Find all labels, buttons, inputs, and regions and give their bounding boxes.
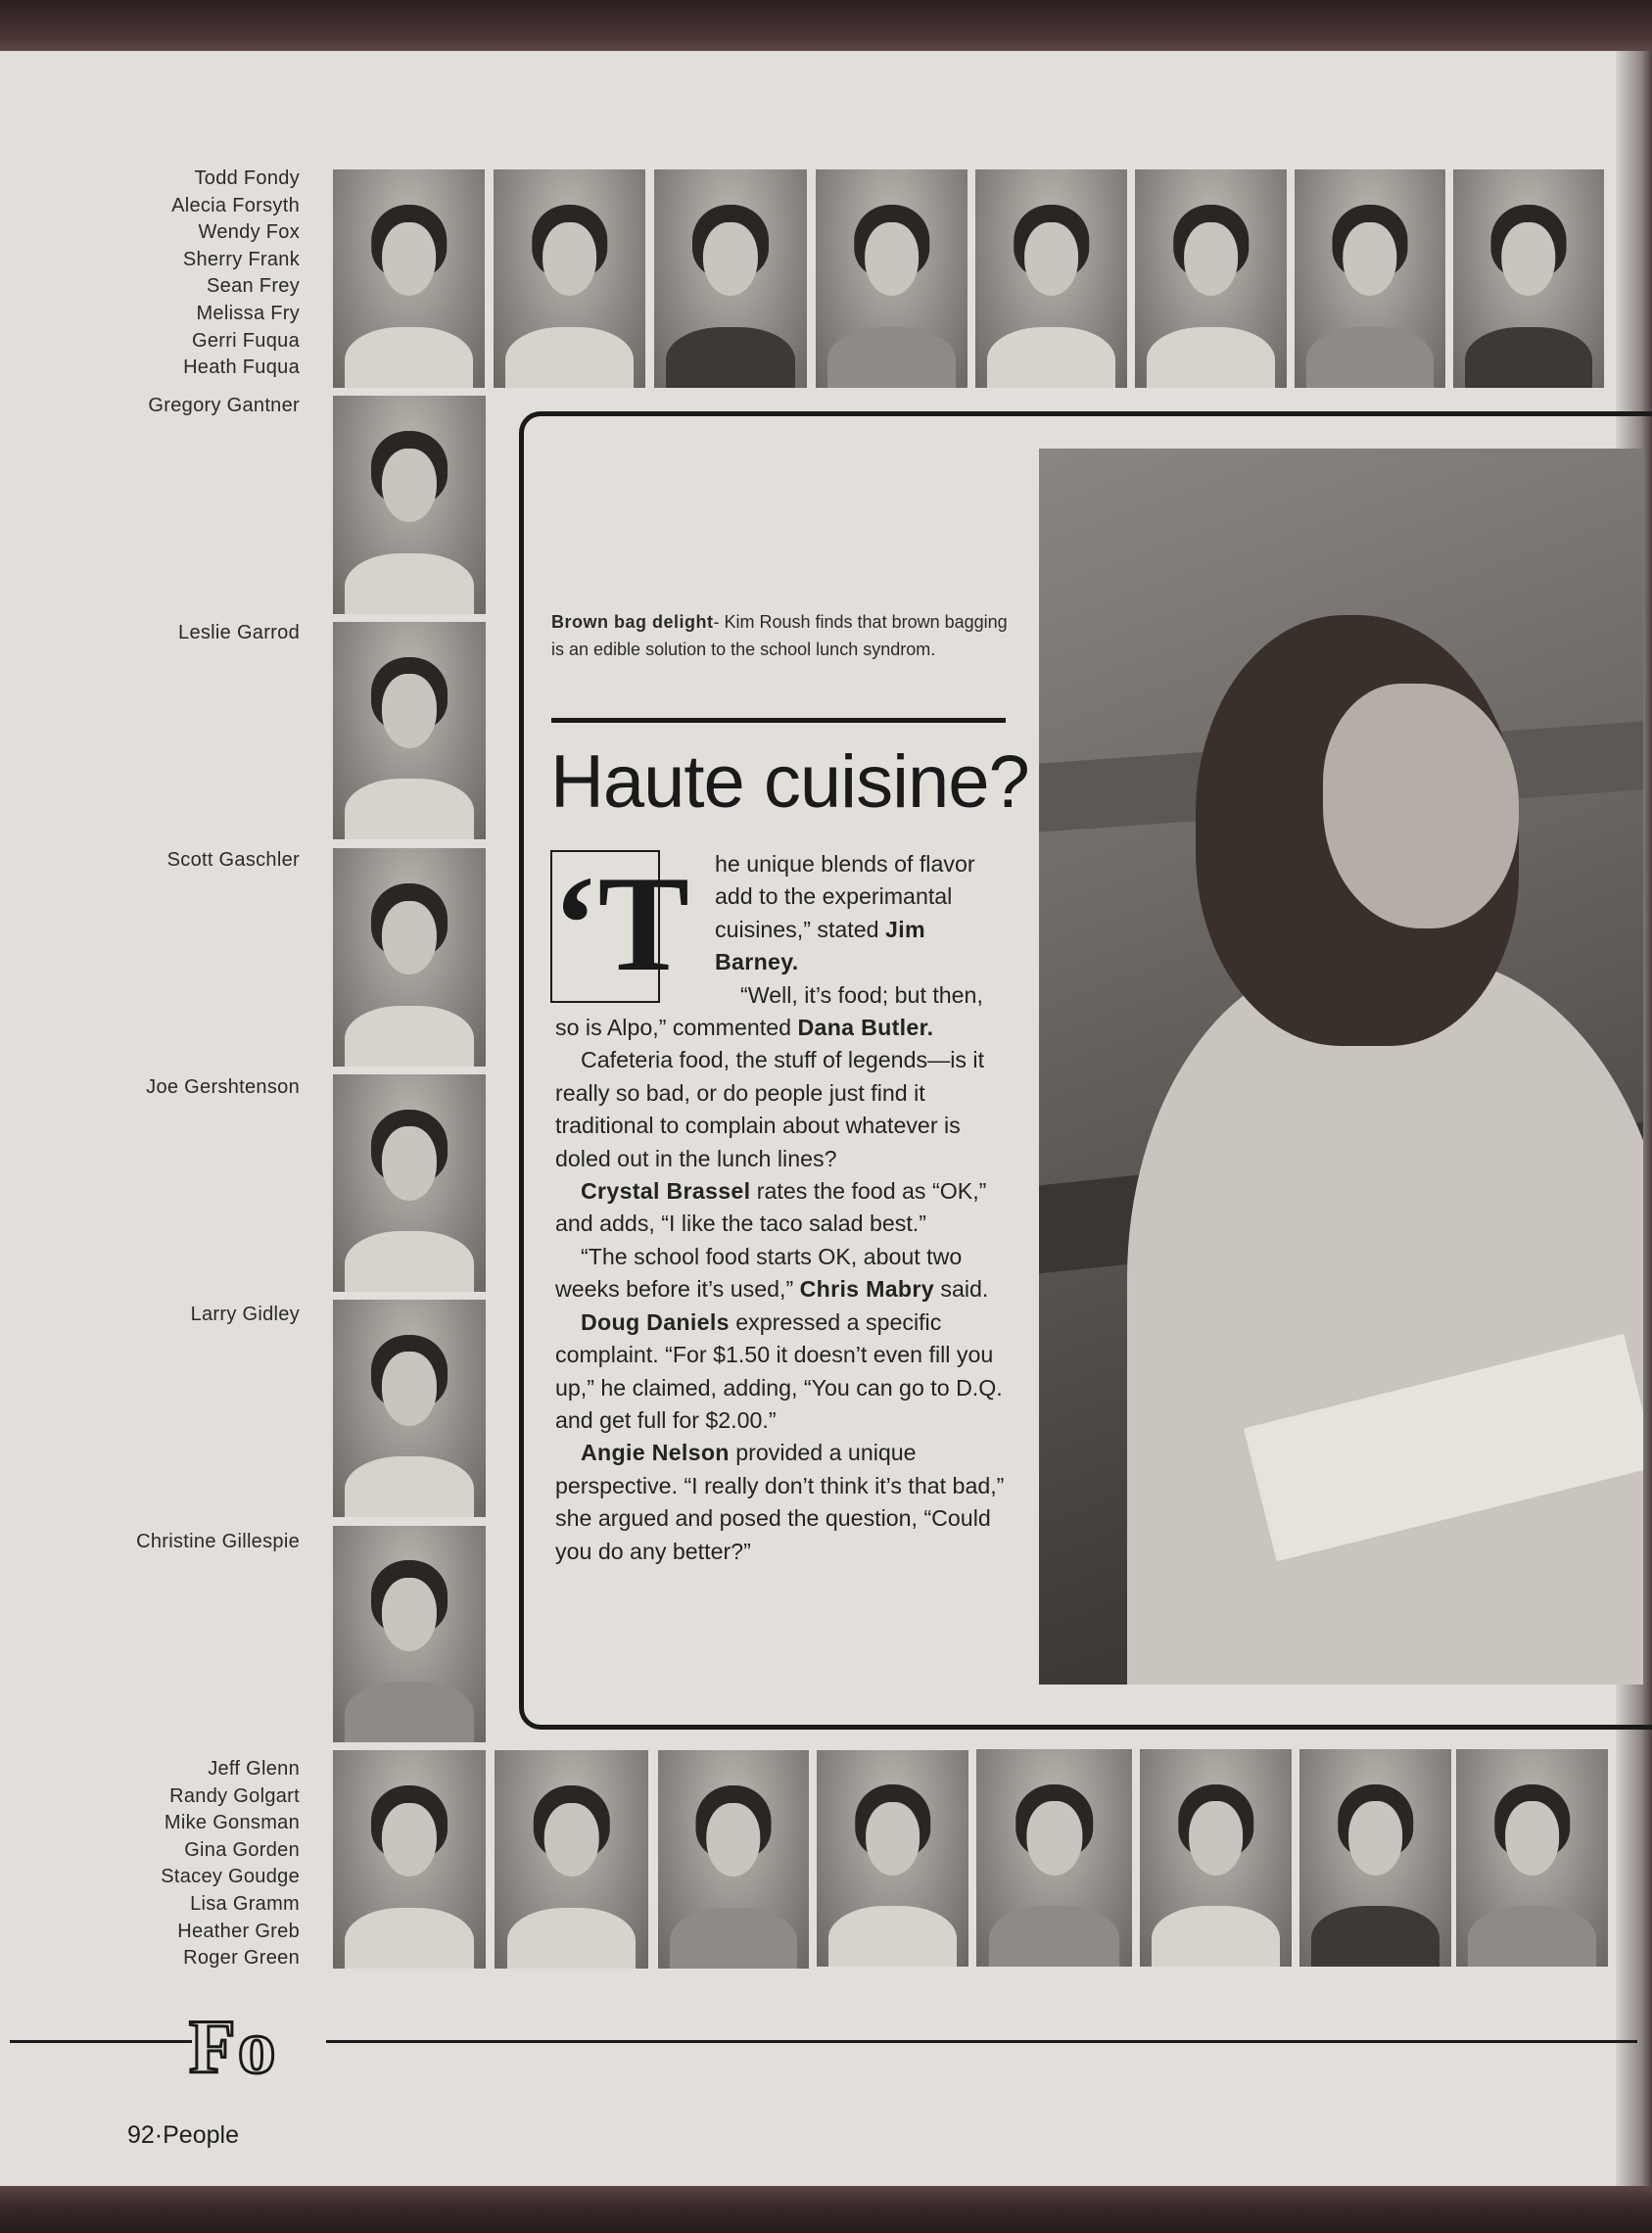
student-name: Scott Gaschler [166, 849, 300, 871]
scan-border-top [0, 0, 1652, 53]
story-body [555, 848, 1008, 1568]
student-portrait [333, 1526, 486, 1742]
student-name: Wendy Fox [198, 221, 300, 244]
student-portrait [333, 396, 486, 614]
story-paragraph [555, 979, 1008, 1045]
footer-rule-right [326, 2040, 1637, 2043]
story-paragraph [555, 1307, 1008, 1438]
student-name: Heath Fuqua [183, 356, 300, 379]
cafeteria-photo [1039, 449, 1643, 1685]
student-name: Melissa Fry [196, 302, 300, 324]
footer-rule-left [10, 2040, 192, 2043]
student-portrait [495, 1750, 648, 1969]
student-name: Christine Gillespie [136, 1531, 300, 1552]
student-name: Heather Greb [177, 1920, 300, 1942]
section-letters: Fo [189, 2004, 278, 2089]
student-portrait [333, 848, 486, 1067]
story-paragraph: Cafeteria food, the stuff of legends—is it really so bad, or do people just find it traditional to complain about whatever is doled out in the lunch lines? [555, 1047, 985, 1171]
student-portrait [1140, 1749, 1292, 1967]
quoted-name: Doug Daniels [581, 1308, 730, 1335]
student-name: Lisa Gramm [190, 1892, 300, 1915]
student-name: Stacey Goudge [161, 1866, 300, 1888]
page-folio: 92·People [127, 2121, 239, 2149]
student-name: Roger Green [183, 1947, 300, 1970]
caption-text: - Kim Roush finds that brown bagging is an edible solution to the school lunch syndrom. [551, 612, 1008, 659]
student-portrait [333, 622, 486, 839]
story-text: he unique blends of flavor add to the experimantal cuisines,” stated [715, 851, 975, 942]
student-portrait [333, 169, 485, 388]
student-name: Todd Fondy [194, 167, 300, 189]
student-name: Sean Frey [207, 275, 300, 298]
student-name: Jeff Glenn [208, 1758, 300, 1780]
story-text: said. [933, 1276, 989, 1303]
photo-caption [551, 609, 1012, 663]
student-portrait [976, 1749, 1132, 1967]
student-portrait [1456, 1749, 1608, 1967]
drop-cap-letter: ‘T [552, 848, 689, 1000]
story-text: provided a unique perspective. “I really don’t think it’s that bad,” she argued and posed the question, “Could you do any better?” [555, 1440, 1005, 1564]
student-name: Mike Gonsman [164, 1812, 300, 1834]
bottom-row-names [98, 1756, 300, 1972]
student-name: Gina Gorden [184, 1838, 300, 1861]
student-portrait [658, 1750, 809, 1969]
student-name: Sherry Frank [182, 248, 300, 270]
student-name: Gregory Gantner [148, 395, 300, 416]
story-text: “The school food starts OK, about two weeks before it’s used,” [555, 1243, 963, 1303]
student-portrait [494, 169, 645, 388]
student-portrait [1453, 169, 1604, 388]
story-headline: Haute cuisine? [550, 740, 1029, 824]
story-paragraph [715, 848, 1008, 979]
student-portrait [817, 1750, 968, 1967]
student-portrait [654, 169, 807, 388]
story-paragraph [555, 1241, 1008, 1307]
quoted-name: Dana Butler. [797, 1015, 934, 1041]
student-name: Joe Gershtenson [146, 1076, 300, 1098]
top-row-names [98, 166, 300, 382]
student-portrait [975, 169, 1127, 388]
story-paragraph [555, 1175, 1008, 1241]
student-portrait [1295, 169, 1445, 388]
student-portrait [333, 1074, 486, 1292]
scan-border-bottom [0, 2186, 1652, 2233]
student-name: Randy Golgart [169, 1784, 300, 1807]
caption-rule [551, 718, 1006, 723]
student-name: Alecia Forsyth [171, 194, 300, 216]
story-text: rates the food as “OK,” and adds, “I like the taco salad best.” [555, 1178, 987, 1237]
student-name: Larry Gidley [190, 1304, 300, 1325]
student-portrait [333, 1300, 486, 1517]
student-name: Gerri Fuqua [191, 329, 300, 352]
student-portrait [1299, 1749, 1451, 1967]
quoted-name: Chris Mabry [799, 1276, 934, 1303]
quoted-name: Crystal Brassel [581, 1178, 751, 1205]
story-text: expressed a specific complaint. “For $1.50 it doesn’t even fill you up,” he claimed, adding, “You can go to D.Q. and get full for $2.00.” [555, 1308, 1003, 1433]
student-portrait [1135, 169, 1287, 388]
quoted-name: Angie Nelson [581, 1440, 730, 1466]
student-portrait [816, 169, 968, 388]
student-portrait [333, 1750, 486, 1969]
quoted-name: Jim Barney. [715, 916, 925, 975]
caption-title: Brown bag delight [551, 612, 714, 632]
student-name: Leslie Garrod [178, 622, 300, 643]
story-paragraph [555, 1437, 1008, 1568]
story-text: “Well, it’s food; but then, so is Alpo,” commented [555, 981, 983, 1041]
